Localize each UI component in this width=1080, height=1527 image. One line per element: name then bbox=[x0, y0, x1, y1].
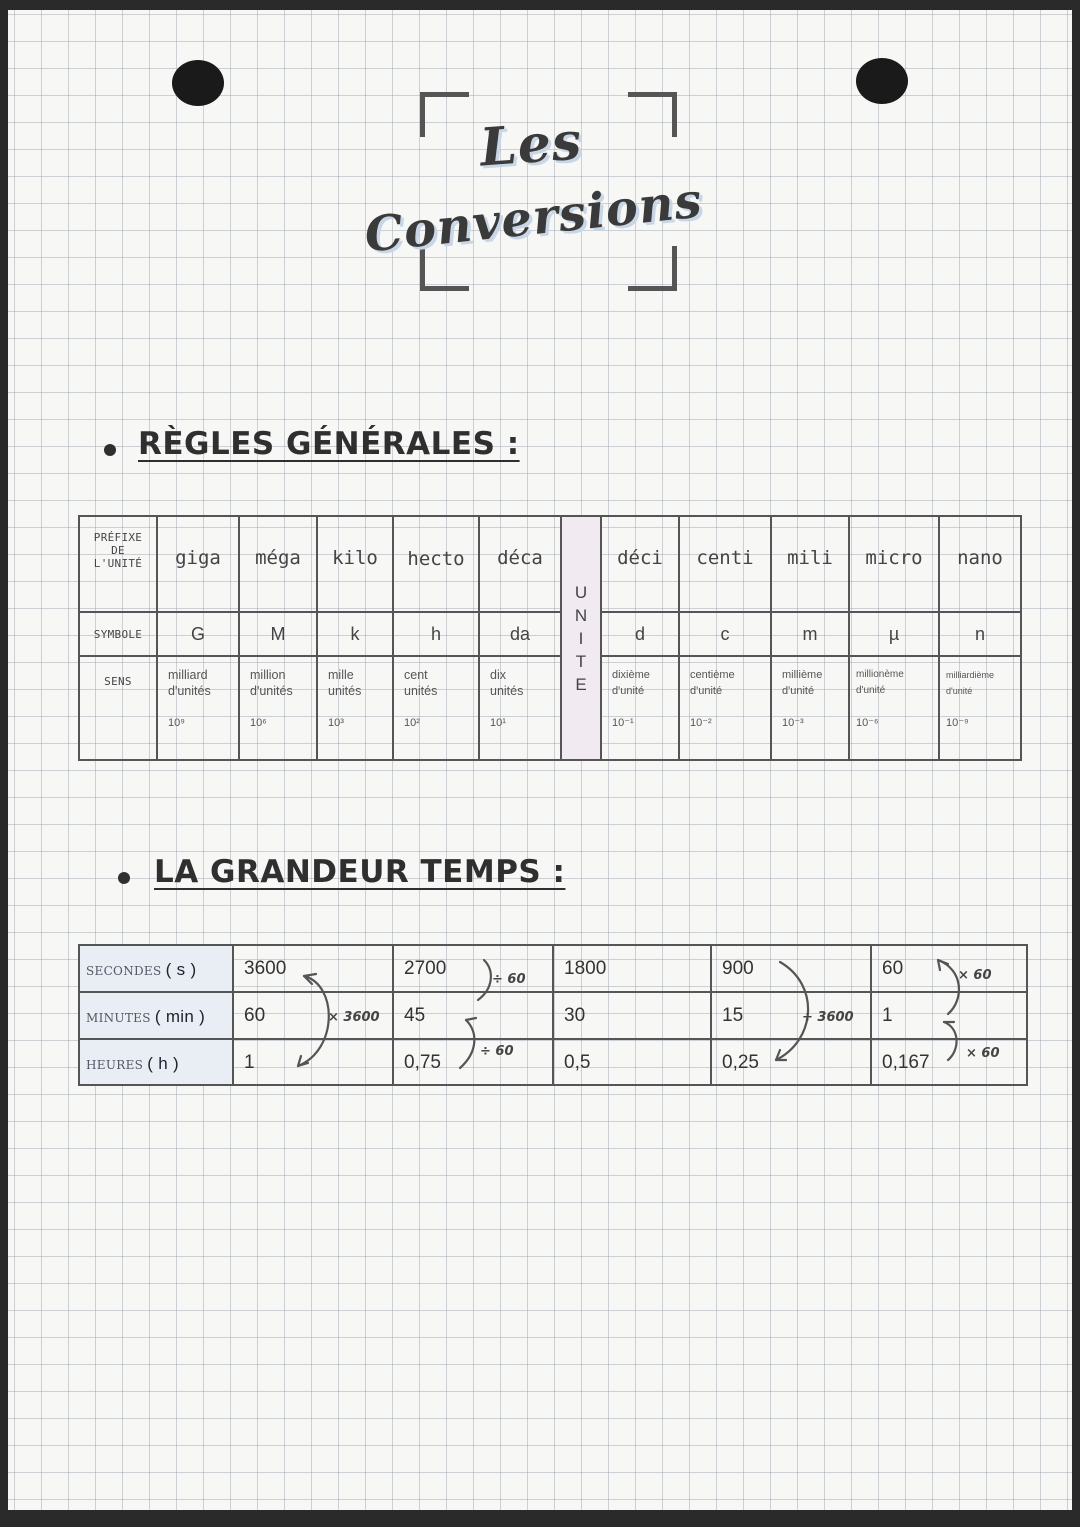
sens-nano: milliardième d'unité 10⁻⁹ bbox=[939, 656, 1021, 760]
cell-min-0: 60 bbox=[233, 992, 393, 1039]
prefix-nano: nano bbox=[939, 516, 1021, 612]
sens-centi: centième d'unité 10⁻² bbox=[679, 656, 771, 760]
cell-min-4: 1 bbox=[871, 992, 1027, 1039]
op-div3600: ÷ 3600 bbox=[802, 1010, 854, 1025]
op-x3600: × 3600 bbox=[328, 1010, 380, 1025]
prefix-kilo: kilo bbox=[317, 516, 393, 612]
arrow-x60-bottom bbox=[944, 1022, 957, 1060]
cell-min-1: 45 bbox=[393, 992, 553, 1039]
label-hours: HEURES ( h ) bbox=[79, 1039, 233, 1085]
page-title-line2: Conversions bbox=[362, 172, 706, 264]
prefix-deci: déci bbox=[601, 516, 679, 612]
symbol-deci: d bbox=[601, 612, 679, 656]
row-label-prefix: PRÉFIXE DE L'UNITÉ bbox=[79, 516, 157, 612]
page-title-line1: Les bbox=[477, 110, 584, 179]
cell-s-2: 1800 bbox=[553, 945, 711, 992]
cell-s-4: 60 bbox=[871, 945, 1027, 992]
sens-deca: dix unités 10¹ bbox=[479, 656, 561, 760]
cell-h-1: 0,75 bbox=[393, 1039, 553, 1085]
cell-h-3: 0,25 bbox=[711, 1039, 871, 1085]
section1-heading: RÈGLES GÉNÉRALES : bbox=[138, 426, 520, 462]
label-minutes: MINUTES ( min ) bbox=[79, 992, 233, 1039]
symbol-mili: m bbox=[771, 612, 849, 656]
symbol-centi: c bbox=[679, 612, 771, 656]
arrow-div60-bottom bbox=[460, 1020, 474, 1068]
op-div60-bottom: ÷ 60 bbox=[480, 1044, 514, 1059]
cell-min-2: 30 bbox=[553, 992, 711, 1039]
cell-s-0: 3600 bbox=[233, 945, 393, 992]
prefix-centi: centi bbox=[679, 516, 771, 612]
cell-s-3: 900 bbox=[711, 945, 871, 992]
symbol-kilo: k bbox=[317, 612, 393, 656]
conversion-arrows bbox=[8, 10, 1072, 1510]
notebook-page bbox=[8, 10, 1072, 1510]
arrow-div60-top bbox=[478, 960, 491, 1000]
symbol-micro: µ bbox=[849, 612, 939, 656]
prefix-micro: micro bbox=[849, 516, 939, 612]
op-x60-top: × 60 bbox=[958, 968, 992, 983]
label-seconds: SECONDES ( s ) bbox=[79, 945, 233, 992]
op-x60-bottom: × 60 bbox=[966, 1046, 1000, 1061]
row-label-symbol: SYMBOLE bbox=[79, 612, 157, 656]
sens-micro: millionème d'unité 10⁻⁶ bbox=[849, 656, 939, 760]
cell-h-2: 0,5 bbox=[553, 1039, 711, 1085]
section2-heading: LA GRANDEUR TEMPS : bbox=[154, 854, 566, 890]
symbol-giga: G bbox=[157, 612, 239, 656]
prefix-deca: déca bbox=[479, 516, 561, 612]
arrow-x3600 bbox=[298, 976, 329, 1066]
cell-min-3: 15 bbox=[711, 992, 871, 1039]
cell-h-4: 0,167 bbox=[871, 1039, 1027, 1085]
symbol-mega: M bbox=[239, 612, 317, 656]
arrow-x60-top bbox=[938, 960, 959, 1014]
symbol-deca: da bbox=[479, 612, 561, 656]
cell-h-0: 1 bbox=[233, 1039, 393, 1085]
cell-s-1: 2700 bbox=[393, 945, 553, 992]
sens-giga: milliard d'unités 10⁹ bbox=[157, 656, 239, 760]
prefix-hecto: hecto bbox=[393, 516, 479, 612]
row-label-sens: SENS bbox=[79, 656, 157, 760]
symbol-hecto: h bbox=[393, 612, 479, 656]
sens-mili: millième d'unité 10⁻³ bbox=[771, 656, 849, 760]
sens-mega: million d'unités 10⁶ bbox=[239, 656, 317, 760]
unite-column: U N I T E bbox=[561, 516, 601, 760]
op-div60-top: ÷ 60 bbox=[492, 972, 526, 987]
prefix-mili: mili bbox=[771, 516, 849, 612]
sens-kilo: mille unités 10³ bbox=[317, 656, 393, 760]
sens-deci: dixième d'unité 10⁻¹ bbox=[601, 656, 679, 760]
sens-hecto: cent unités 10² bbox=[393, 656, 479, 760]
prefix-mega: méga bbox=[239, 516, 317, 612]
prefix-giga: giga bbox=[157, 516, 239, 612]
symbol-nano: n bbox=[939, 612, 1021, 656]
